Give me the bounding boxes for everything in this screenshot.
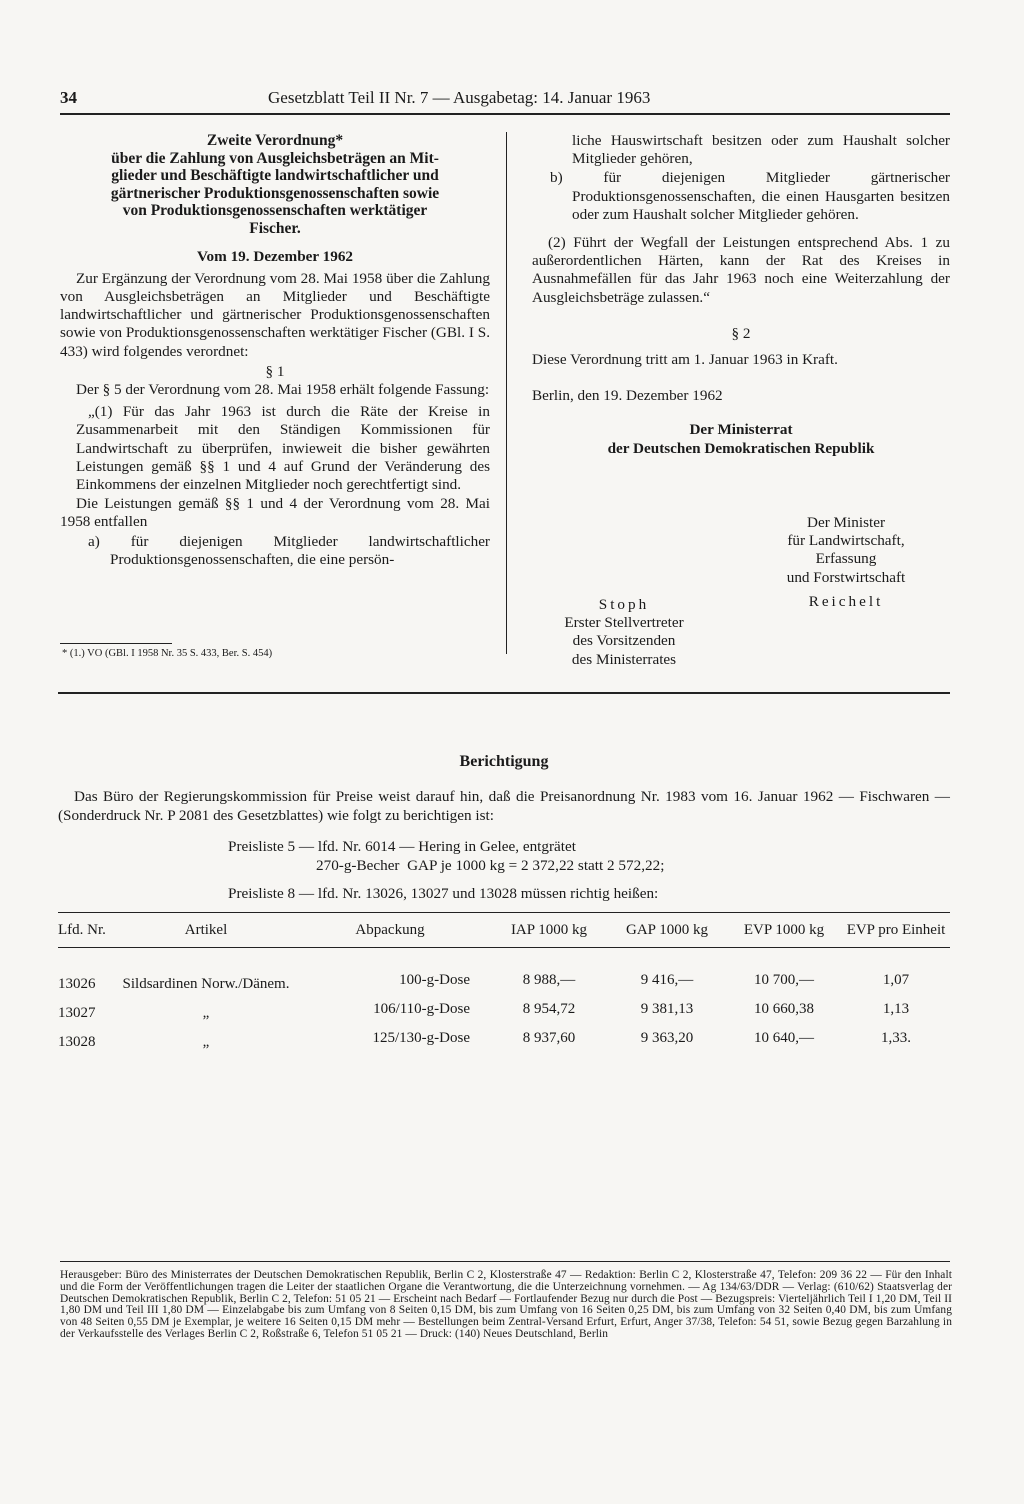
- left-column: [60, 132, 490, 569]
- ordinance-title: [60, 132, 490, 238]
- minister-line: und Forstwirtschaft: [786, 568, 906, 586]
- table-row: [58, 1022, 950, 1051]
- table-row: [58, 993, 950, 1022]
- cell-lfd-nr: 13026: [58, 976, 96, 992]
- price-table: [58, 912, 950, 1051]
- cell-evp: 10 640,—: [754, 1030, 814, 1046]
- quote-paragraph-2: Die Leistungen gemäß §§ 1 und 4 der Verordnung vom 28. Mai 1958 entfallen: [60, 495, 490, 531]
- cell-gap: 9 363,20: [640, 1030, 694, 1046]
- cell-artikel: „: [202, 1005, 210, 1021]
- correction-line-3: Preisliste 8 — lfd. Nr. 13026, 13027 und 13028 müssen richtig heißen:: [228, 885, 659, 902]
- section-separator: [58, 692, 950, 694]
- cell-iap: 8 937,60: [522, 1030, 576, 1046]
- council-line-2: der Deutschen Demokratischen Republik: [607, 439, 875, 457]
- cell-lfd-nr: 13027: [58, 1005, 96, 1021]
- correction-line-2: 270-g-Becher GAP je 1000 kg = 2 372,22 statt 2 572,22;: [316, 857, 665, 874]
- page-number: 34: [60, 88, 77, 107]
- right-column: [532, 132, 950, 458]
- cell-evp-einheit: 1,13: [882, 1001, 910, 1017]
- imprint: Herausgeber: Büro des Ministerrates der Deutschen Demokratischen Republik, Berlin C 2, Klosterstraße 47 — Redaktion: Berlin C 2, Klosterstraße 47, Telefon: 209 36 22 — Für den Inhalt und die Form der Veröffentlichungen tragen die Leiter der staatlichen Organe die Verantwortung, die die Unterzeichnung vornehmen. — Ag 134/63/DDR — Verlag: (610/62) Staatsverlag der Deutschen Demokratischen Republik, Berlin C 2, Telefon: 51 05 21 — Erscheint nach Bedarf — Fortlaufender Bezug nur durch die Post — Bezugspreis: Vierteljährlich Teil I 1,20 DM, Teil II 1,80 DM und Teil III 1,80 DM — Einzelabgabe bis zum Umfang von 8 Seiten 0,15 DM, bis zum Umfang von 16 Seiten 0,25 DM, bis zum Umfang von 32 Seiten 0,40 DM, bis zum Umfang von 48 Seiten 0,55 DM je Exemplar, je weitere 16 Seiten 0,15 DM mehr — Bestellungen beim Zentral-Versand Erfurt, Erfurt, Anger 37/38, Telefon: 54 51, sowie Bezug gegen Barzahlung in der Verkaufsstelle des Verlages Berlin C 2, Roßstraße 6, Telefon 51 05 21 — Druck: (140) Neues Deutschland, Berlin: [60, 1269, 952, 1340]
- column-header: EVP 1000 kg: [726, 913, 842, 948]
- cell-evp: 10 660,38: [754, 1001, 814, 1017]
- cell-artikel: Sildsardinen Norw./Dänem.: [122, 976, 290, 992]
- header-rule: [60, 113, 950, 115]
- cell-iap: 8 988,—: [522, 972, 576, 988]
- title-line: Zweite Verordnung*: [206, 132, 344, 149]
- section-1-heading: § 1: [265, 362, 285, 380]
- column-header: Artikel: [122, 913, 290, 948]
- column-header: EVP pro Einheit: [842, 913, 950, 948]
- cell-abpackung: 106/110-g-Dose: [373, 1001, 470, 1017]
- running-title: Gesetzblatt Teil II Nr. 7 — Ausgabetag: 14. Januar 1963: [268, 88, 651, 107]
- column-header: Abpackung: [290, 913, 490, 948]
- correction-line-1: Preisliste 5 — lfd. Nr. 6014 — Hering in Gelee, entgrätet: [228, 838, 576, 855]
- cell-gap: 9 416,—: [640, 972, 694, 988]
- minister-line: für Landwirtschaft,: [787, 532, 905, 550]
- title-line: von Produktionsgenossenschaften werktätiger: [122, 202, 428, 220]
- signer-left-title-line: des Vorsitzenden: [572, 632, 676, 650]
- minister-block: [746, 514, 946, 611]
- signer-left-title-line: Erster Stellvertreter: [564, 614, 684, 632]
- signer-left-block: [534, 596, 714, 669]
- page-header: [60, 88, 950, 112]
- cell-iap: 8 954,72: [522, 1001, 576, 1017]
- quote-paragraph-1: „(1) Für das Jahr 1963 ist durch die Räte der Kreise in Zusammenarbeit mit den Ständigen Kommissionen für Landwirtschaft zu überprüfen, inwieweit die bisher gewährten Leistungen gemäß §§ 1 und 4 auf Grund der Veränderung des Einkommens der einzelnen Mitglieder noch gerechtfertigt sind.: [76, 403, 490, 493]
- place-and-date: Berlin, den 19. Dezember 1962: [532, 387, 723, 405]
- imprint-rule: [60, 1261, 950, 1262]
- footnote-rule: [60, 643, 172, 644]
- ordinance-date: Vom 19. Dezember 1962: [196, 247, 354, 265]
- cell-evp: 10 700,—: [754, 972, 814, 988]
- title-line: über die Zahlung von Ausgleichsbeträgen an Mit-: [111, 149, 439, 167]
- item-a-continued: liche Hauswirtschaft besitzen oder zum Haushalt solcher Mitglieder gehören,: [572, 132, 950, 168]
- minister-line: Der Minister: [806, 514, 886, 531]
- council-line-1: Der Ministerrat: [689, 421, 793, 439]
- cell-gap: 9 381,13: [640, 1001, 694, 1017]
- title-line: Fischer.: [249, 219, 301, 237]
- cell-abpackung: 100-g-Dose: [399, 972, 470, 988]
- column-divider: [506, 132, 507, 654]
- cell-evp-einheit: 1,07: [882, 972, 910, 988]
- column-header: GAP 1000 kg: [608, 913, 726, 948]
- item-b: b) für diejenigen Mitglieder gärtnerischer Produktionsgenossenschaften, die einen Hausgarten besitzen oder zum Haushalt solcher Mitglieder gehören.: [550, 169, 950, 223]
- table-header-row: [58, 913, 950, 948]
- minister-line: Erfassung: [815, 550, 877, 568]
- item-a: a) für diejenigen Mitglieder landwirtschaftlicher Produktionsgenossenschaften, die eine persön-: [88, 532, 490, 568]
- title-line: glieder und Beschäftigte landwirtschaftlicher und: [111, 167, 439, 185]
- section-2-text: Diese Verordnung tritt am 1. Januar 1963 in Kraft.: [532, 351, 838, 369]
- signer-left-title-line: des Ministerrates: [571, 650, 677, 668]
- signer-left-name: Stoph: [598, 596, 650, 613]
- cell-abpackung: 125/130-g-Dose: [372, 1030, 470, 1046]
- table-row: [58, 948, 950, 994]
- title-line: gärtnerischer Produktionsgenossenschaften sowie: [110, 184, 440, 202]
- signer-right-name: Reichelt: [808, 592, 884, 610]
- intro-paragraph: Zur Ergänzung der Verordnung vom 28. Mai 1958 über die Zahlung von Ausgleichsbeträgen an Mitglieder und Beschäftigte landwirtschaftlicher und gärtnerischer Produktionsgenossenschaften sowie von Produktionsgenossenschaften werktätiger Fischer (GBl. I S. 433) wird folgendes verordnet:: [60, 269, 490, 360]
- cell-lfd-nr: 13028: [58, 1034, 96, 1050]
- section-2-heading: § 2: [731, 324, 751, 342]
- column-header: Lfd. Nr.: [58, 913, 122, 948]
- berichtigung-heading: Berichtigung: [459, 753, 549, 770]
- paragraph-2: (2) Führt der Wegfall der Leistungen entsprechend Abs. 1 zu außerordentlichen Härten, kann der Rat des Kreises in Ausnahmefällen für das Jahr 1963 noch eine Weiterzahlung der Ausgleichsbeträge zulassen.“: [532, 234, 950, 306]
- cell-evp-einheit: 1,33.: [881, 1030, 911, 1046]
- column-header: IAP 1000 kg: [490, 913, 608, 948]
- section-1-text: Der § 5 der Verordnung vom 28. Mai 1958 erhält folgende Fassung:: [76, 380, 490, 398]
- footnote: * (1.) VO (GBl. I 1958 Nr. 35 S. 433, Ber. S. 454): [62, 648, 273, 659]
- berichtigung-text: Das Büro der Regierungskommission für Preise weist darauf hin, daß die Preisanordnung Nr. 1983 vom 16. Januar 1962 — Fischwaren — (Sonderdruck Nr. P 2081 des Gesetzblattes) wie folgt zu berichtigen ist:: [58, 788, 950, 824]
- cell-artikel: „: [202, 1034, 210, 1050]
